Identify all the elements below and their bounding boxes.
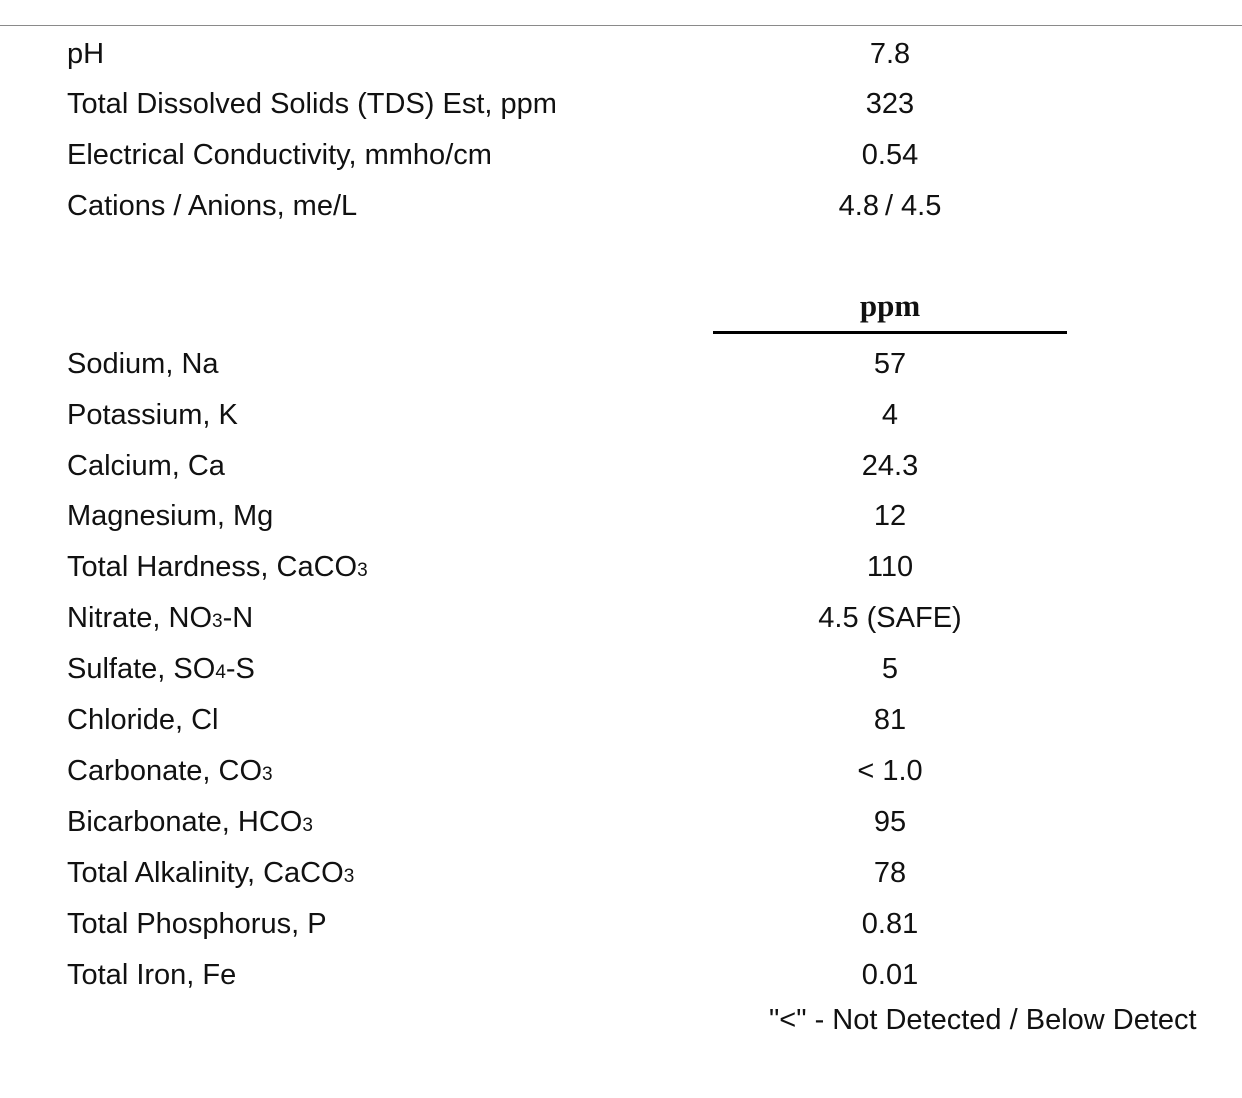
row-label: [67, 751, 273, 795]
row-value: 110: [866, 551, 914, 583]
row-label: Cations / Anions, me/L: [67, 190, 358, 222]
anions-value: 4.5: [901, 190, 942, 222]
label-tail: -S: [225, 653, 255, 685]
analyte-row: [0, 904, 1242, 944]
row-label: [67, 598, 253, 642]
row-label: [67, 649, 255, 693]
summary-row-ph: [0, 34, 1242, 74]
row-label: Total Dissolved Solids (TDS) Est, ppm: [67, 88, 557, 120]
row-value: 323: [865, 88, 915, 120]
row-value: 0.01: [861, 959, 919, 991]
analyte-row: [0, 853, 1242, 893]
row-label: Calcium, Ca: [67, 450, 225, 482]
analyte-row: [0, 751, 1242, 791]
row-value: 4.5 (SAFE): [818, 602, 962, 634]
analyte-row: [0, 395, 1242, 435]
label-main: Sulfate, SO: [67, 653, 216, 685]
row-value: 12: [873, 500, 907, 532]
label-main: Bicarbonate, HCO: [67, 806, 303, 838]
row-label: Chloride, Cl: [67, 704, 219, 736]
row-label: Magnesium, Mg: [67, 500, 274, 532]
row-value: < 1.0: [857, 755, 923, 787]
label-main: Total Hardness, CaCO: [67, 551, 358, 583]
label-subscript: 3: [357, 560, 368, 581]
row-value: 95: [873, 806, 907, 838]
label-subscript: 4: [215, 662, 226, 683]
top-divider: [0, 25, 1242, 26]
label-subscript: 3: [212, 611, 223, 632]
row-value: 78: [873, 857, 907, 889]
row-value: 5: [881, 653, 899, 685]
row-label: Total Phosphorus, P: [67, 908, 327, 940]
summary-row-tds: [0, 84, 1242, 124]
analyte-row: [0, 955, 1242, 995]
row-label: Sodium, Na: [67, 348, 219, 380]
analyte-row: [0, 598, 1242, 638]
unit-column-header: ppm: [859, 288, 921, 323]
analyte-row: [0, 547, 1242, 587]
analyte-row: [0, 700, 1242, 740]
label-tail: -N: [222, 602, 254, 634]
row-label: Electrical Conductivity, mmho/cm: [67, 139, 492, 171]
row-value: 24.3: [861, 450, 919, 482]
label-main: Total Alkalinity, CaCO: [67, 857, 344, 889]
label-subscript: 3: [343, 866, 355, 887]
summary-row-conductivity: [0, 135, 1242, 175]
label-subscript: 3: [262, 764, 273, 785]
row-label: Potassium, K: [67, 399, 238, 431]
row-label: [67, 547, 368, 591]
unit-header-underline: [713, 331, 1067, 334]
row-value: 57: [873, 348, 907, 380]
analyte-row: [0, 496, 1242, 536]
label-main: Carbonate, CO: [67, 755, 263, 787]
row-value: [690, 186, 1090, 226]
analyte-row: [0, 802, 1242, 842]
row-label: [67, 802, 313, 846]
summary-row-cations-anions: [0, 186, 1242, 226]
cations-value: 4.8: [838, 190, 879, 222]
row-label: Total Iron, Fe: [67, 959, 237, 991]
detection-footnote: "<" - Not Detected / Below Detect: [769, 1004, 1197, 1036]
label-main: Nitrate, NO: [67, 602, 213, 634]
row-value: 0.54: [861, 139, 919, 171]
label-subscript: 3: [302, 815, 313, 836]
analyte-row: [0, 344, 1242, 384]
analyte-row: [0, 649, 1242, 689]
row-value: 0.81: [861, 908, 919, 940]
analyte-row: [0, 446, 1242, 486]
row-value: 81: [873, 704, 907, 736]
row-label: pH: [67, 38, 105, 70]
row-label: [67, 853, 354, 897]
cations-anions-separator: /: [884, 190, 894, 222]
row-value: 4: [881, 399, 899, 431]
row-value: 7.8: [869, 38, 911, 70]
